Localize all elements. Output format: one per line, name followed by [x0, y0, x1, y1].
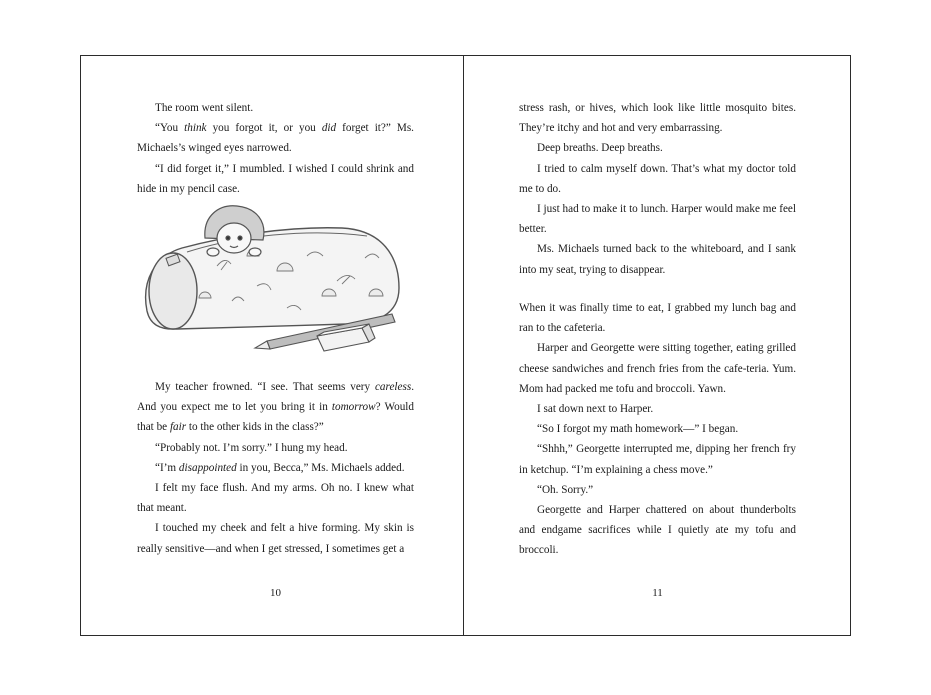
paragraph: “I did forget it,” I mumbled. I wished I could shrink and hide in my pencil case.: [137, 162, 414, 195]
paragraph: I just had to make it to lunch. Harper would make me feel better.: [519, 203, 796, 236]
paragraph: “So I forgot my math homework—” I began.: [537, 423, 739, 436]
paragraph: “Oh. Sorry.”: [537, 483, 594, 496]
right-page-text-block-1: [519, 98, 796, 280]
paragraph: “You think you forgot it, or you did forget it?” Ms. Michaels’s winged eyes narrowed.: [137, 122, 414, 155]
paragraph: “I’m disappointed in you, Becca,” Ms. Michaels added.: [155, 461, 405, 474]
left-page-bottom-text: [137, 377, 414, 559]
paragraph: I tried to calm myself down. That’s what my doctor told me to do.: [519, 162, 796, 195]
girl-character: [205, 206, 264, 256]
page-number-right: 11: [652, 587, 663, 599]
paragraph: stress rash, or hives, which look like little mosquito bites. They’re itchy and hot and very embarrassing.: [519, 102, 796, 135]
page-gutter: [463, 56, 464, 635]
paragraph: When it was finally time to eat, I grabbed my lunch bag and ran to the cafeteria.: [519, 302, 796, 335]
paragraph: Deep breaths. Deep breaths.: [537, 142, 663, 155]
paragraph: “Probably not. I’m sorry.” I hung my head.: [155, 441, 348, 454]
paragraph: Georgette and Harper chattered on about thunderbolts and endgame sacrifices while I quietly ate my tofu and broccoli.: [519, 504, 796, 557]
paragraph: The room went silent.: [155, 102, 254, 114]
paragraph: I touched my cheek and felt a hive forming. My skin is really sensitive—and when I get stressed, I sometimes get a: [137, 522, 414, 555]
paragraph: Harper and Georgette were sitting together, eating grilled cheese sandwiches and french fries from the cafe-teria. Yum. Mom had packed me tofu and broccoli. Yawn.: [519, 342, 796, 395]
girl-in-pencil-case-illustration: [137, 196, 414, 361]
left-page-top-text: [137, 98, 414, 199]
paragraph: Ms. Michaels turned back to the whiteboard, and I sank into my seat, trying to disappear.: [519, 243, 796, 276]
paragraph: “Shhh,” Georgette interrupted me, dipping her french fry in ketchup. “I’m explaining a chess move.”: [519, 443, 796, 476]
page-number-left: 10: [270, 587, 281, 599]
right-page: [519, 56, 796, 635]
paragraph: I sat down next to Harper.: [537, 403, 654, 416]
paragraph: I felt my face flush. And my arms. Oh no. I knew what that meant.: [137, 482, 414, 515]
right-page-text-block-2: [519, 298, 796, 561]
paragraph: My teacher frowned. “I see. That seems very careless. And you expect me to let you bring it in tomorrow? Would that be fair to the other kids in the class?”: [137, 381, 414, 434]
book-spread: [80, 55, 851, 636]
left-page: [137, 56, 414, 635]
